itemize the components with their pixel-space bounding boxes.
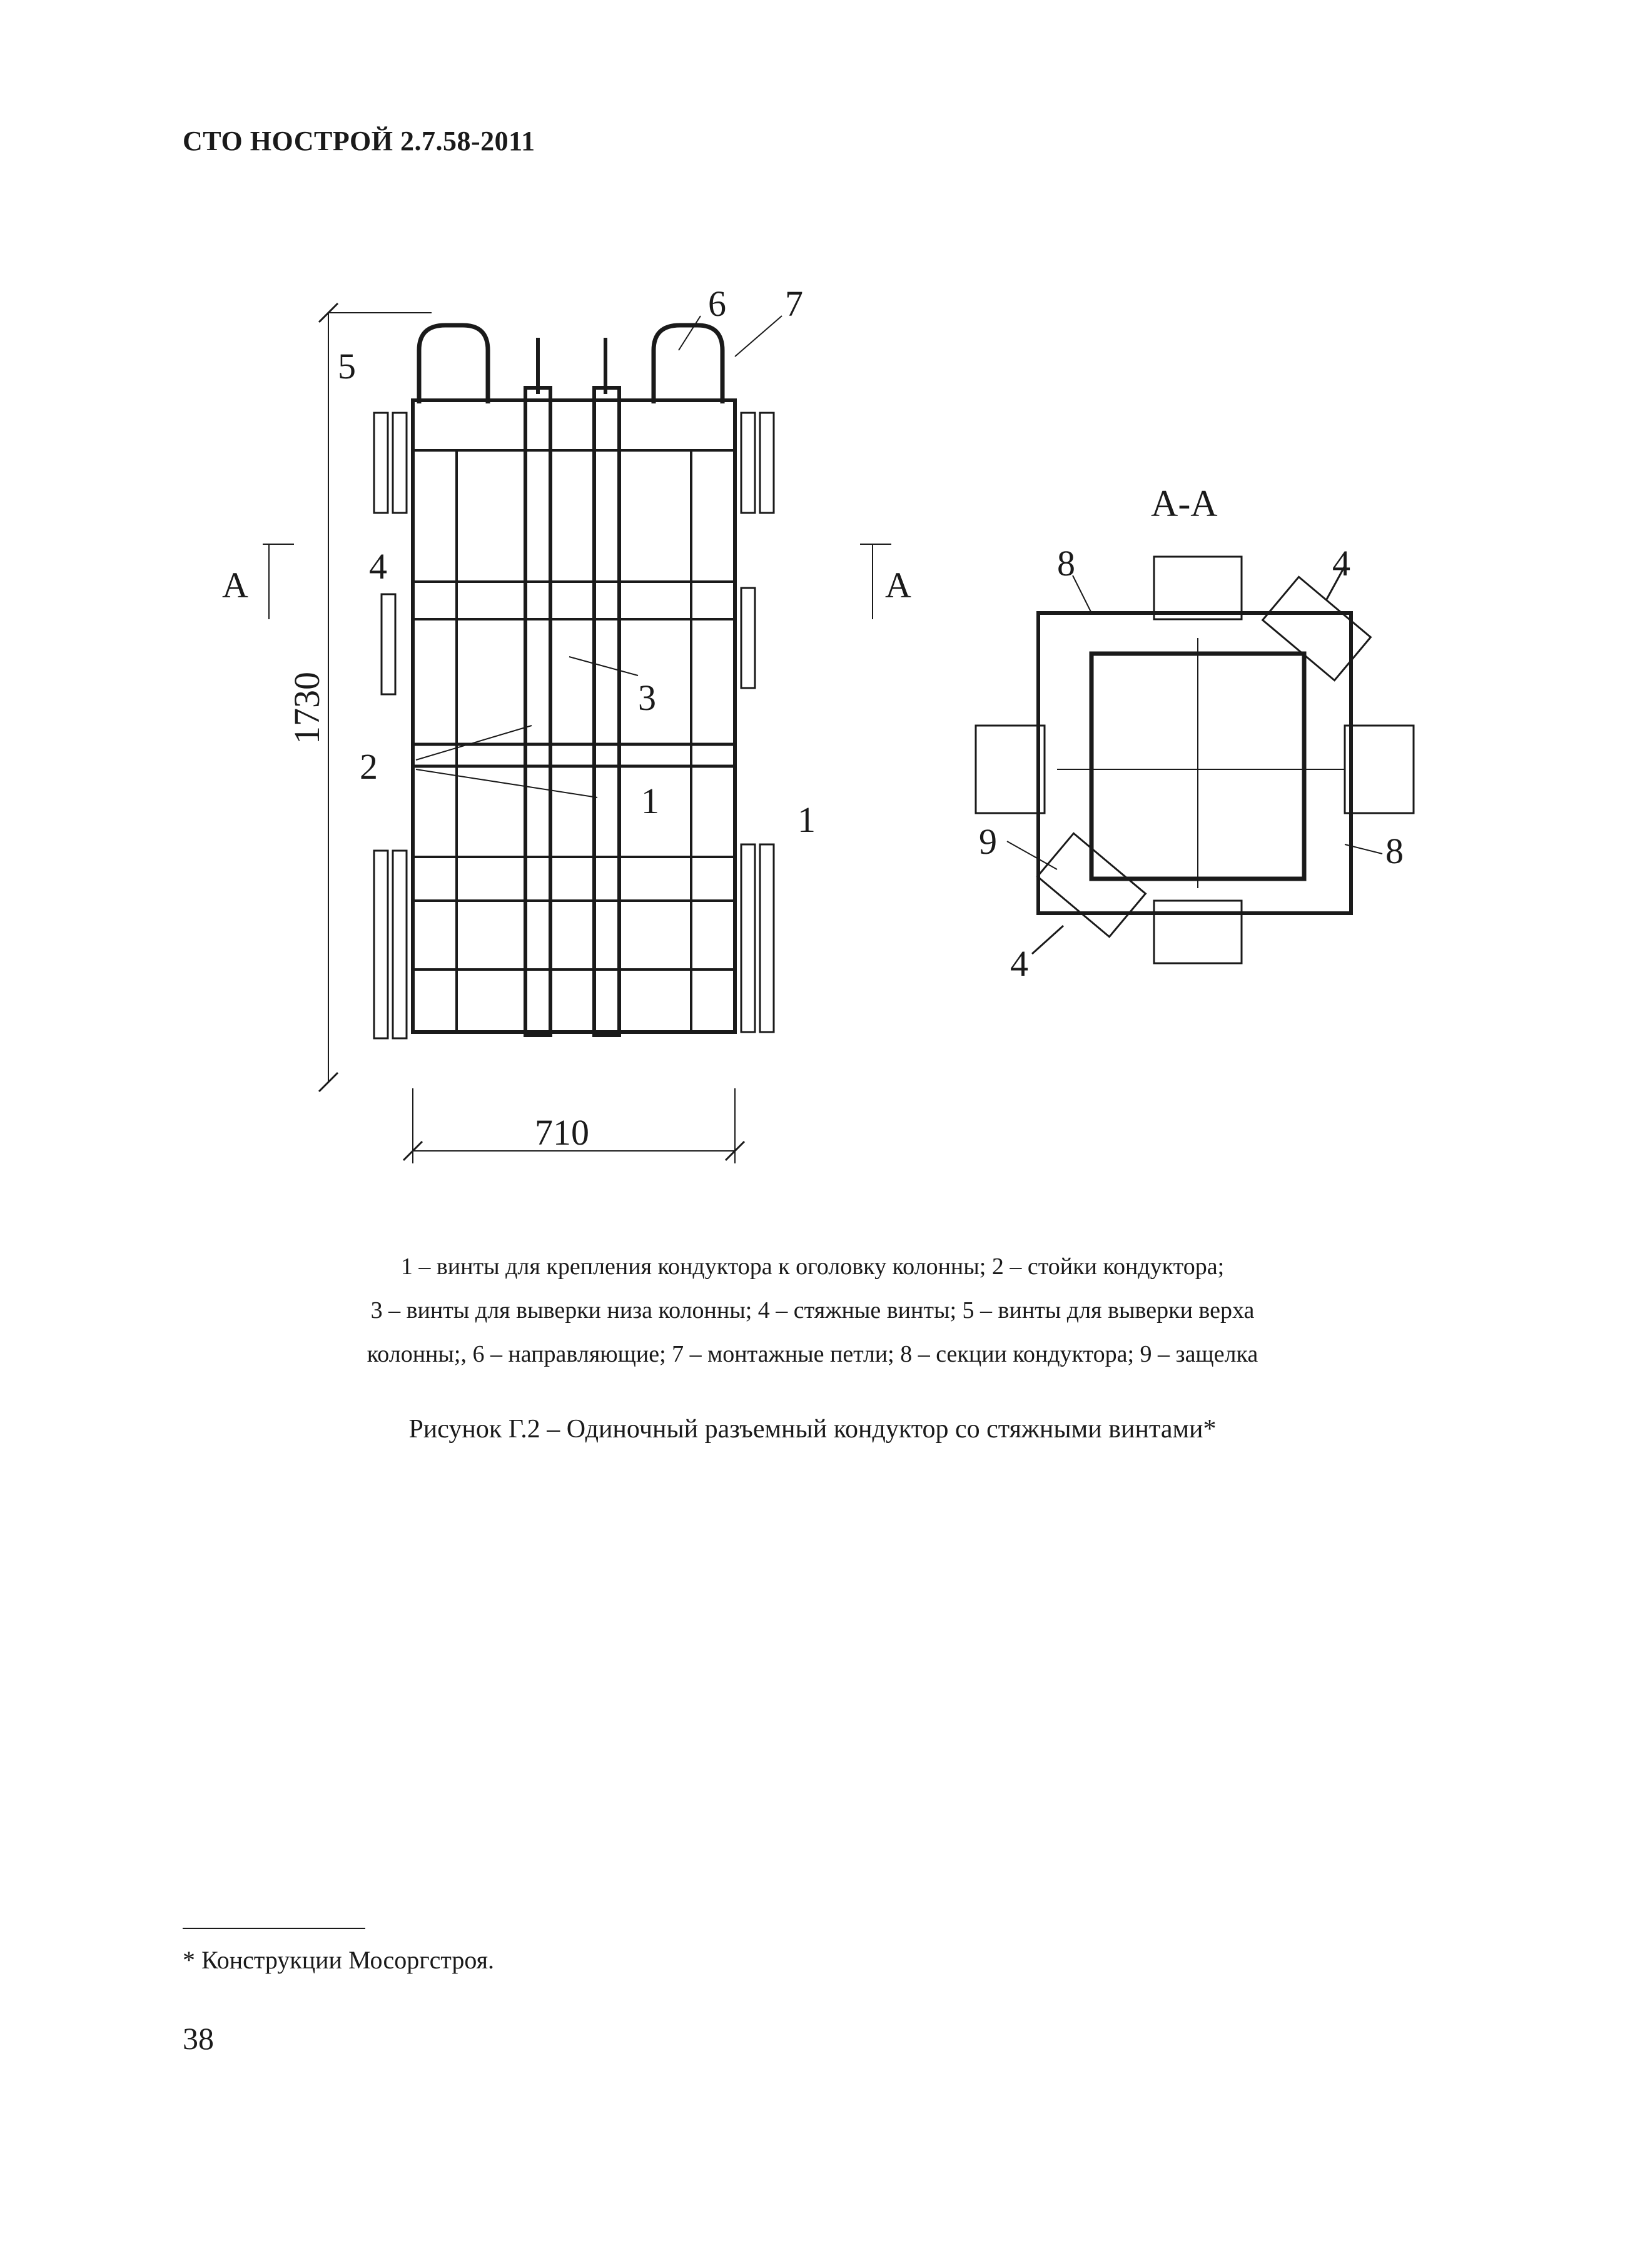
plan-callout-8-bottom: 8 [1385, 831, 1404, 871]
mounting-loop-right [654, 325, 722, 403]
mounting-loop-left [419, 325, 488, 403]
section-title: А-А [1151, 483, 1218, 524]
document-header: СТО НОСТРОЙ 2.7.58-2011 [183, 126, 535, 156]
page-number: 38 [183, 2021, 214, 2056]
section-marker-right: А [885, 565, 911, 605]
callout-6: 6 [708, 283, 726, 324]
callout-7: 7 [785, 283, 803, 324]
callout-2: 2 [360, 746, 378, 787]
figure-title: Рисунок Г.2 – Одиночный разъемный кондуктор со стяжными винтами* [408, 1415, 1217, 1444]
legend-line-3: колонны;, 6 – направляющие; 7 – монтажные петли; 8 – секции кондуктора; 9 – защелка [367, 1341, 1258, 1367]
plan-callout-4-top: 4 [1332, 543, 1350, 584]
callout-1-outer: 1 [797, 799, 816, 840]
dimension-height: 1730 [286, 672, 327, 744]
legend-line-1: 1 – винты для крепления кондуктора к оголовку колонны; 2 – стойки кондуктора; [400, 1253, 1225, 1280]
frame-outline [413, 400, 735, 1032]
footnote-separator [183, 1928, 365, 1929]
front-view [263, 303, 891, 1163]
plan-callout-4-bottom: 4 [1010, 943, 1028, 984]
post-right [594, 388, 619, 1035]
plan-view-a-a [976, 557, 1414, 963]
footnote: * Конструкции Мосоргстроя. [183, 1946, 495, 1974]
plan-callout-8-top: 8 [1057, 543, 1075, 584]
callout-1-inner: 1 [641, 781, 659, 821]
plan-callout-9: 9 [979, 821, 997, 862]
callout-5: 5 [338, 346, 356, 387]
callout-3: 3 [638, 677, 656, 718]
legend-line-2: 3 – винты для выверки низа колонны; 4 – стяжные винты; 5 – винты для выверки верха [370, 1297, 1255, 1324]
post-left [525, 388, 550, 1035]
dimension-width: 710 [535, 1112, 589, 1153]
callout-4: 4 [369, 546, 387, 587]
section-marker-left: А [222, 565, 248, 605]
